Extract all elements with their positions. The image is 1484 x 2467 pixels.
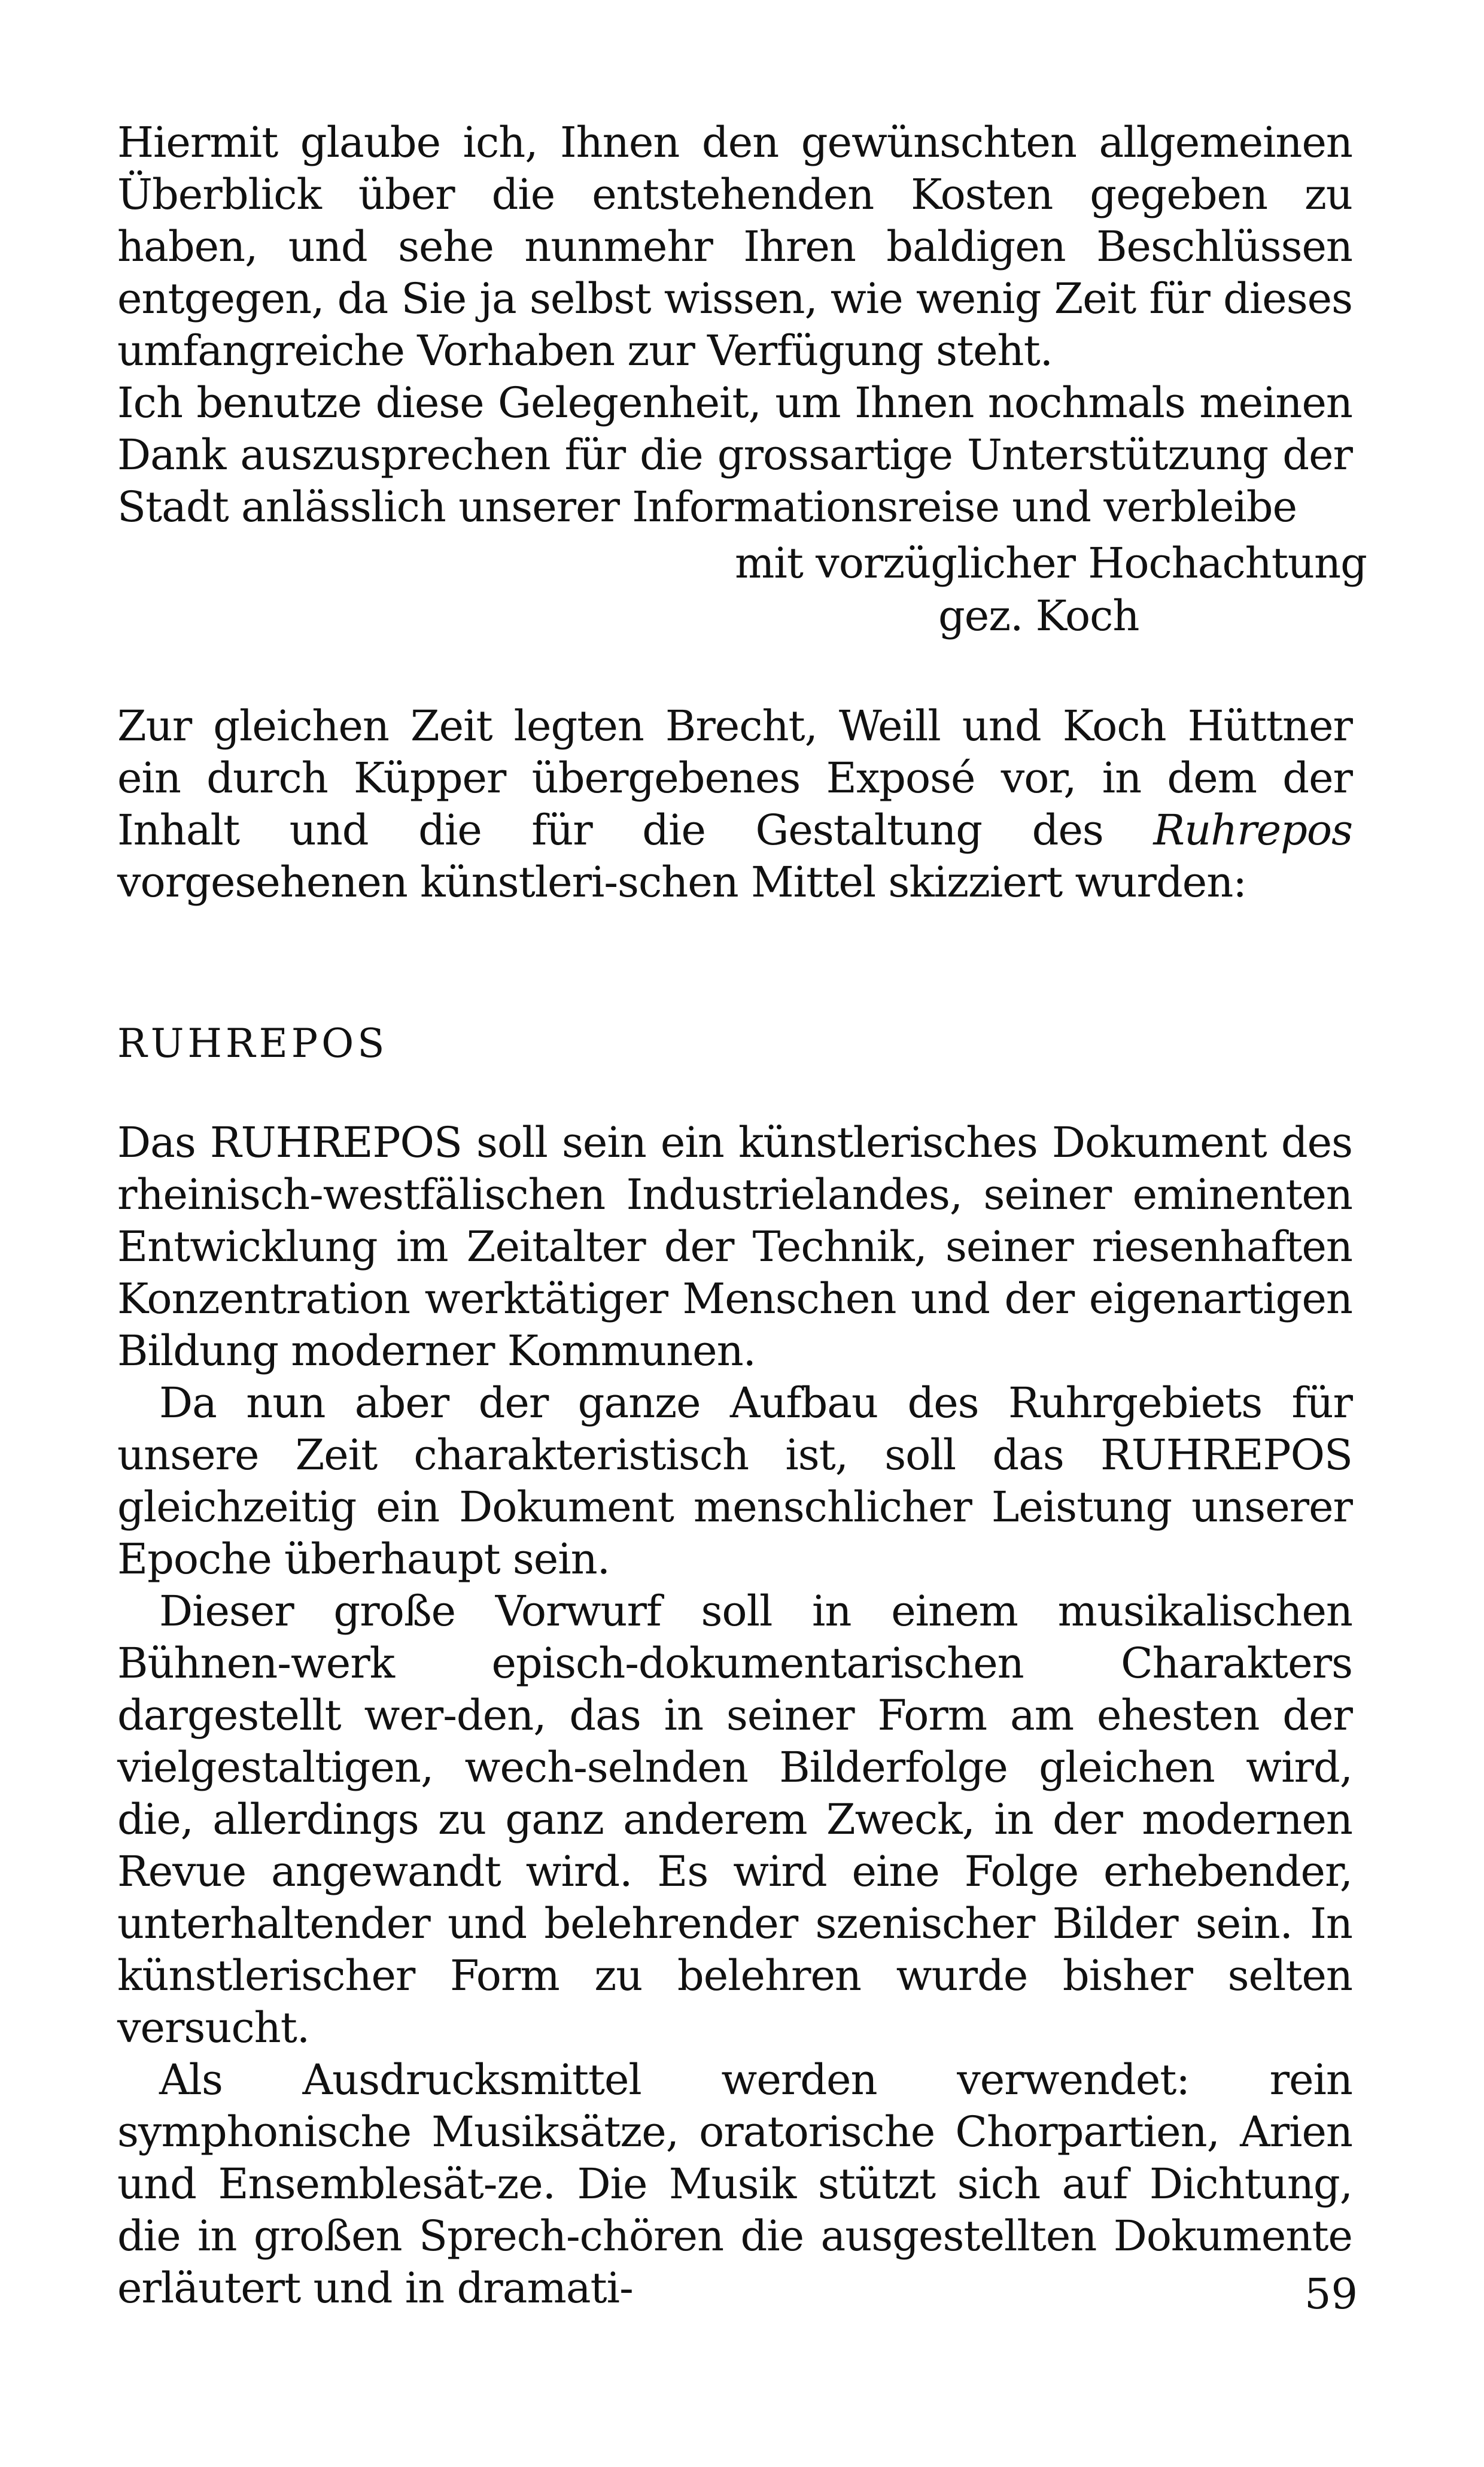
body-paragraph: Das RUHREPOS soll sein ein künstlerisches Dokument des rheinisch-westfälischen Industrielandes, seiner eminenten Entwicklung im Zeitalter der Technik, seiner riesenhaften Konzentration werktätiger Menschen und der eigenartigen Bildung moderner Kommunen. xyxy=(117,1118,1352,1375)
intro-text xyxy=(117,700,1352,909)
body-paragraph: Dieser große Vorwurf soll in einem musikalischen Bühnen-werk episch-dokumentarischen Charakters dargestellt wer-den, das in seiner Form am ehesten der vielgestaltigen, wech-selnden Bilderfolge gleichen wird, die, allerdings zu ganz anderem Zweck, in der modernen Revue angewandt wird. Es wird eine Folge erhebender, unterhaltender und belehrender szenischer Bilder sein. In künstlerischer Form zu belehren wurde bisher selten versucht. xyxy=(117,1587,1352,2052)
letter-salutation: mit vorzüglicher Hochachtung xyxy=(735,539,1367,588)
body-paragraph: Da nun aber der ganze Aufbau des Ruhrgebiets für unsere Zeit charakteristisch ist, soll das RUHREPOS gleichzeitig ein Dokument menschlicher Leistung unserer Epoche überhaupt sein. xyxy=(117,1378,1352,1584)
letter-paragraph: Ich benutze diese Gelegenheit, um Ihnen nochmals meinen Dank auszusprechen für die grossartige Unterstützung der Stadt anlässlich unserer Informationsreise und verbleibe xyxy=(117,378,1352,531)
ruhrepos-body xyxy=(117,1117,1352,2314)
intro-text-before: Zur gleichen Zeit legten Brecht, Weill und Koch Hüttner ein durch Küpper übergebenes Exposé vor, in dem der Inhalt und die für die Gestaltung des xyxy=(117,701,1352,855)
expose-intro-paragraph xyxy=(117,700,1352,909)
page-number: 59 xyxy=(1304,2269,1358,2319)
intro-text-after: vorgesehenen künstleri-schen Mittel skizziert wurden: xyxy=(117,858,1246,907)
body-paragraph: Als Ausdrucksmittel werden verwendet: rein symphonische Musiksätze, oratorische Chorpartien, Arien und Ensemblesät-ze. Die Musik stützt sich auf Dichtung, die in großen Sprech-chören die ausgestellten Dokumente erläutert und in dramati- xyxy=(117,2055,1352,2313)
letter-closing-block xyxy=(117,117,1352,533)
letter-paragraph: Hiermit glaube ich, Ihnen den gewünschten allgemeinen Überblick über die entstehenden Kosten gegeben zu haben, und sehe nunmehr Ihren baldigen Beschlüssen entgegen, da Sie ja selbst wissen, wie wenig Zeit für dieses umfangreiche Vorhaben zur Verfügung steht. xyxy=(117,118,1352,375)
work-title: Ruhrepos xyxy=(1153,806,1352,855)
section-heading: RUHREPOS xyxy=(117,1020,388,1067)
letter-signature: gez. Koch xyxy=(938,591,1139,640)
